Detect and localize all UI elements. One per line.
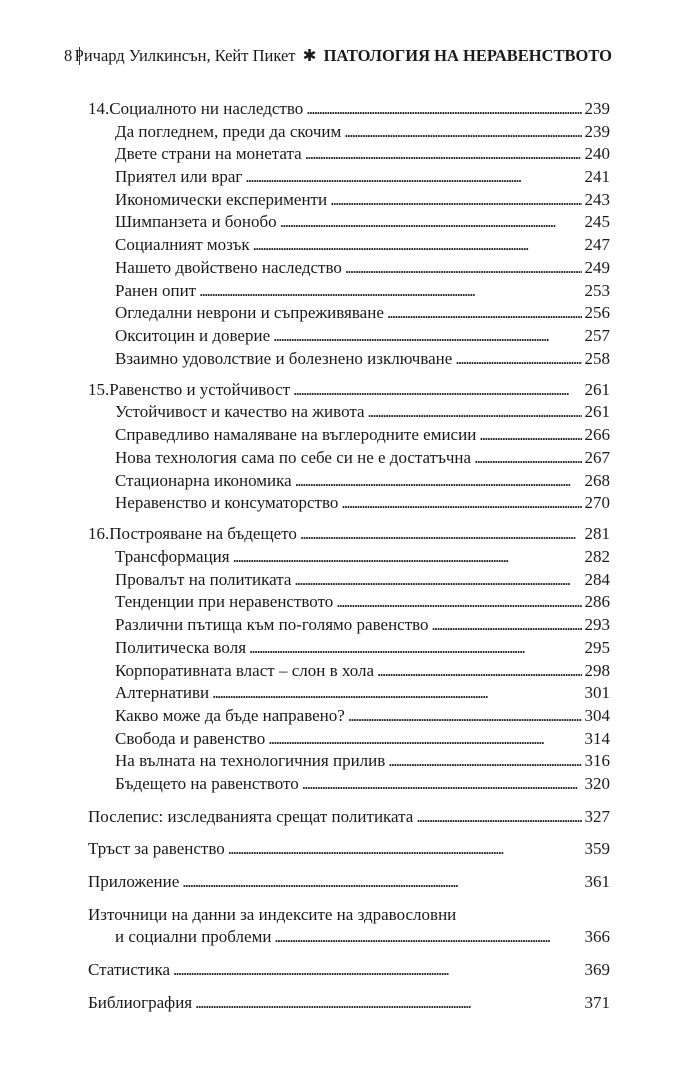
dot-leader (273, 325, 581, 348)
toc-entry-page: 261 (584, 379, 610, 399)
toc-entry-page: 245 (584, 212, 610, 232)
toc-entry-page: 249 (584, 257, 610, 277)
toc-entry-title: Какво може да бъде направено? (115, 705, 345, 725)
toc-chapter-16[interactable] (88, 523, 610, 546)
toc-entry-page: 366 (584, 927, 610, 947)
dot-leader (245, 166, 581, 189)
toc-entry-page: 268 (584, 470, 610, 490)
dot-leader (268, 728, 581, 751)
dot-leader (300, 523, 582, 546)
dot-leader (212, 682, 581, 705)
toc-entry-page: 239 (584, 121, 610, 141)
toc-backmatter-statistics[interactable] (88, 959, 610, 982)
toc-section[interactable] (88, 257, 610, 280)
toc-entry-page: 266 (584, 425, 610, 445)
dot-leader (336, 591, 581, 614)
dot-leader (295, 470, 582, 493)
toc-backmatter-bibliography[interactable] (88, 992, 610, 1015)
dot-leader (474, 447, 581, 470)
toc-section[interactable] (88, 569, 610, 592)
dot-leader (377, 660, 581, 683)
toc-section[interactable] (88, 750, 610, 773)
header-title (75, 42, 612, 70)
dot-leader (348, 705, 582, 728)
toc-entry-title: 14.Социалното ни наследство (88, 99, 304, 118)
toc-entry-page: 371 (584, 992, 610, 1012)
dot-leader (302, 773, 582, 796)
toc-entry-page: 282 (584, 547, 610, 567)
dot-leader (368, 401, 582, 424)
toc-entry-title: Бъдещето на равенството (115, 773, 299, 793)
spacer (88, 370, 610, 379)
header-separator-icon: ✱ (302, 46, 317, 65)
toc-entry-page: 304 (584, 705, 610, 725)
toc-entry-title: Послепис: изследванията срещат политиката (88, 806, 414, 826)
table-of-contents (88, 98, 610, 1014)
toc-entry-page: 241 (584, 167, 610, 187)
toc-entry-page: 286 (584, 592, 610, 612)
toc-section[interactable] (88, 401, 610, 424)
toc-entry-page: 314 (584, 728, 610, 748)
toc-entry-title: Неравенство и консуматорство (115, 493, 339, 513)
spacer (88, 796, 610, 806)
dot-leader (280, 211, 582, 234)
dot-leader (387, 302, 582, 325)
toc-entry-title: Ранен опит (115, 280, 197, 300)
spacer (88, 861, 610, 871)
dot-leader (253, 234, 582, 257)
dot-leader (341, 492, 581, 515)
toc-entry-title: Нашето двойствено наследство (115, 257, 342, 277)
dot-leader (182, 871, 581, 894)
toc-entry-page: 301 (584, 683, 610, 703)
dot-leader (249, 637, 581, 660)
toc-entry-title: Икономически експерименти (115, 189, 328, 209)
toc-backmatter-equality-trust[interactable] (88, 838, 610, 861)
toc-entry-page: 361 (584, 872, 610, 891)
toc-entry-title: Нова технология сама по себе си не е достатъчна (115, 447, 472, 467)
dot-leader (479, 424, 581, 447)
toc-entry-page: 284 (584, 569, 610, 589)
header-book-title: ПАТОЛОГИЯ НА НЕРАВЕНСТВОТО (323, 46, 612, 65)
toc-section[interactable] (88, 546, 610, 569)
spacer (88, 515, 610, 524)
toc-entry-title: Библиография (88, 992, 193, 1012)
toc-entry-page: 320 (584, 773, 610, 793)
toc-entry-page: 257 (584, 325, 610, 345)
toc-entry-page: 256 (584, 303, 610, 323)
toc-entry-page: 281 (584, 524, 610, 544)
toc-entry-page: 369 (584, 960, 610, 980)
spacer (88, 982, 610, 992)
header-authors: Ричард Уилкинсън, Кейт Пикет (74, 46, 296, 65)
toc-entry-title: Тръст за равенство (88, 839, 225, 859)
toc-entry-title: Социалният мозък (115, 235, 250, 255)
page-number: 8 (64, 46, 73, 65)
toc-entry-title: 15.Равенство и устойчивост (88, 379, 291, 399)
toc-entry-page: 253 (584, 280, 610, 300)
toc-entry-page: 267 (584, 447, 610, 467)
toc-section[interactable] (88, 424, 610, 447)
toc-entry-page: 258 (584, 348, 610, 368)
dot-leader (293, 379, 581, 402)
toc-section[interactable] (88, 447, 610, 470)
dot-leader (432, 614, 582, 637)
toc-entry-title: Огледални неврони и съпреживяване (115, 303, 384, 323)
toc-entry-title: Устойчивост и качество на живота (115, 402, 365, 422)
toc-backmatter-appendix[interactable] (88, 871, 610, 894)
toc-entry-title: Взаимно удоволствие и болезнено изключване (115, 348, 453, 368)
dot-leader (195, 992, 581, 1015)
toc-entry-title: Провалът на политиката (115, 569, 292, 589)
toc-section[interactable] (88, 728, 610, 751)
toc-entry-page: 270 (584, 493, 610, 513)
toc-entry-title: Стационарна икономика (115, 470, 292, 490)
toc-entry-page: 293 (584, 615, 610, 635)
toc-section[interactable] (88, 591, 610, 614)
dot-leader (330, 189, 581, 212)
running-header (64, 42, 612, 70)
toc-section[interactable] (88, 492, 610, 515)
dot-leader (388, 750, 581, 773)
toc-entry-title: Различни пътища към по-голямо равенство (115, 615, 429, 635)
toc-entry-page: 240 (584, 144, 610, 164)
toc-entry-title: 16.Построяване на бъдещето (88, 524, 297, 544)
toc-entry-title: Окситоцин и доверие (115, 325, 271, 345)
toc-section[interactable] (88, 189, 610, 212)
toc-section[interactable] (88, 470, 610, 493)
toc-entry-page: 359 (584, 839, 610, 859)
toc-entry-page: 327 (584, 806, 610, 826)
toc-entry-title: Шимпанзета и бонобо (115, 212, 277, 232)
toc-entry-title: Тенденции при неравенството (115, 592, 334, 612)
toc-entry-title: Справедливо намаляване на въглеродните емисии (115, 425, 477, 445)
dot-leader (199, 280, 581, 303)
toc-backmatter-afterword[interactable] (88, 806, 610, 829)
toc-entry-page: 261 (584, 402, 610, 422)
dot-leader (455, 348, 581, 371)
toc-entry-page: 247 (584, 235, 610, 255)
toc-entry-page: 298 (584, 660, 610, 680)
toc-entry-title: Двете страни на монетата (115, 144, 302, 164)
spacer (88, 828, 610, 838)
dot-leader (173, 959, 581, 982)
dot-leader (306, 98, 581, 121)
toc-section[interactable] (88, 121, 610, 144)
dot-leader (274, 926, 581, 949)
toc-chapter-14[interactable] (88, 98, 610, 121)
toc-entry-title: Приятел или враг (115, 167, 243, 187)
toc-backmatter-data-sources[interactable] (88, 904, 610, 949)
toc-entry-title: Свобода и равенство (115, 728, 266, 748)
toc-entry-title: Алтернативи (115, 683, 210, 703)
dot-leader (305, 143, 582, 166)
toc-chapter-15[interactable] (88, 379, 610, 402)
toc-entry-title: Статистика (88, 960, 171, 980)
toc-section[interactable] (88, 325, 610, 348)
toc-entry-title: Трансформация (115, 547, 230, 567)
dot-leader (416, 806, 581, 829)
dot-leader (233, 546, 582, 569)
toc-entry-page: 316 (584, 751, 610, 771)
toc-entry-title: Политическа воля (115, 637, 247, 657)
toc-section[interactable] (88, 705, 610, 728)
toc-section[interactable] (88, 348, 610, 371)
spacer (88, 894, 610, 904)
toc-entry-page: 243 (584, 189, 610, 209)
dot-leader (228, 838, 582, 861)
toc-section[interactable] (88, 143, 610, 166)
toc-section[interactable] (88, 234, 610, 257)
toc-section[interactable] (88, 773, 610, 796)
toc-section[interactable] (88, 660, 610, 683)
dot-leader (294, 569, 581, 592)
toc-section[interactable] (88, 637, 610, 660)
toc-section[interactable] (88, 682, 610, 705)
toc-entry-title: Приложение (88, 872, 180, 891)
toc-section[interactable] (88, 211, 610, 234)
toc-section[interactable] (88, 280, 610, 303)
toc-section[interactable] (88, 302, 610, 325)
toc-entry-title: На вълната на технологичния прилив (115, 751, 386, 771)
toc-entry-title: и социални проблеми (115, 927, 272, 947)
toc-section[interactable] (88, 614, 610, 637)
dot-leader (345, 257, 582, 280)
toc-entry-title: Корпоративната власт – слон в хола (115, 660, 375, 680)
toc-entry-page: 239 (584, 99, 610, 118)
toc-entry-title: Да погледнем, преди да скочим (115, 121, 342, 141)
toc-entry-page: 295 (584, 637, 610, 657)
toc-entry-title-line1: Източници на данни за индексите на здравословни (88, 904, 457, 924)
toc-section[interactable] (88, 166, 610, 189)
spacer (88, 949, 610, 959)
dot-leader (344, 121, 581, 144)
